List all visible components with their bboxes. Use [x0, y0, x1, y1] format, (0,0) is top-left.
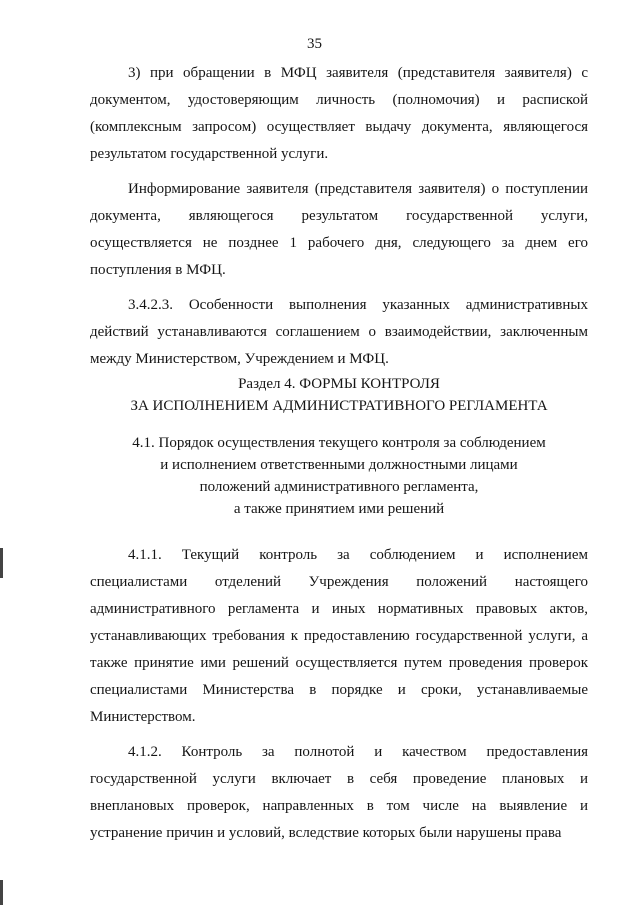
subsection-heading-line: положений административного регламента,: [199, 479, 479, 495]
paragraph: 3) при обращении в МФЦ заявителя (представителя заявителя) с документом, удостоверяющим личность (полномочия) и распиской (комплексным запросом) осуществляет выдачу документа, являющегося результатом государственной услуги.: [90, 65, 588, 162]
subsection-heading: [90, 432, 588, 520]
subsection-heading-line: а также принятием ими решений: [233, 501, 445, 517]
paragraph: 3.4.2.3. Особенности выполнения указанных административных действий устанавливаются соглашением о взаимодействии, заключенным между Министерством, Учреждением и МФЦ.: [90, 297, 588, 367]
text-block-bottom: [90, 542, 588, 847]
page-number: 35: [307, 36, 322, 52]
section-heading-line: ЗА ИСПОЛНЕНИЕМ АДМИНИСТРАТИВНОГО РЕГЛАМЕНТА: [130, 398, 548, 414]
section-heading: [90, 373, 588, 417]
paragraph: 4.1.2. Контроль за полнотой и качеством предоставления государственной услуги включает в себя проведение плановых и внеплановых проверок, направленных в том числе на выявление и устранение причин и условий, вследствие которых были нарушены права: [90, 744, 588, 841]
subsection-heading-line: 4.1. Порядок осуществления текущего контроля за соблюдением: [132, 435, 546, 451]
text-block-top: [90, 60, 588, 373]
paragraph: 4.1.1. Текущий контроль за соблюдением и исполнением специалистами отделений Учреждения положений настоящего административного регламента и иных нормативных правовых актов, устанавливающих требования к предоставлению государственной услуги, а также принятие ими решений осуществляется путем проведения проверок специалистами Министерства в порядке и сроки, устанавливаемые Министерством.: [90, 547, 588, 725]
scan-margin-mark: [0, 548, 3, 578]
subsection-heading-line: и исполнением ответственными должностными лицами: [160, 457, 518, 473]
scan-margin-mark: [0, 880, 3, 905]
section-heading-line: Раздел 4. ФОРМЫ КОНТРОЛЯ: [238, 376, 440, 392]
paragraph: Информирование заявителя (представителя заявителя) о поступлении документа, являющегося результатом государственной услуги, осуществляется не позднее 1 рабочего дня, следующего за днем его поступления в МФЦ.: [90, 181, 588, 278]
